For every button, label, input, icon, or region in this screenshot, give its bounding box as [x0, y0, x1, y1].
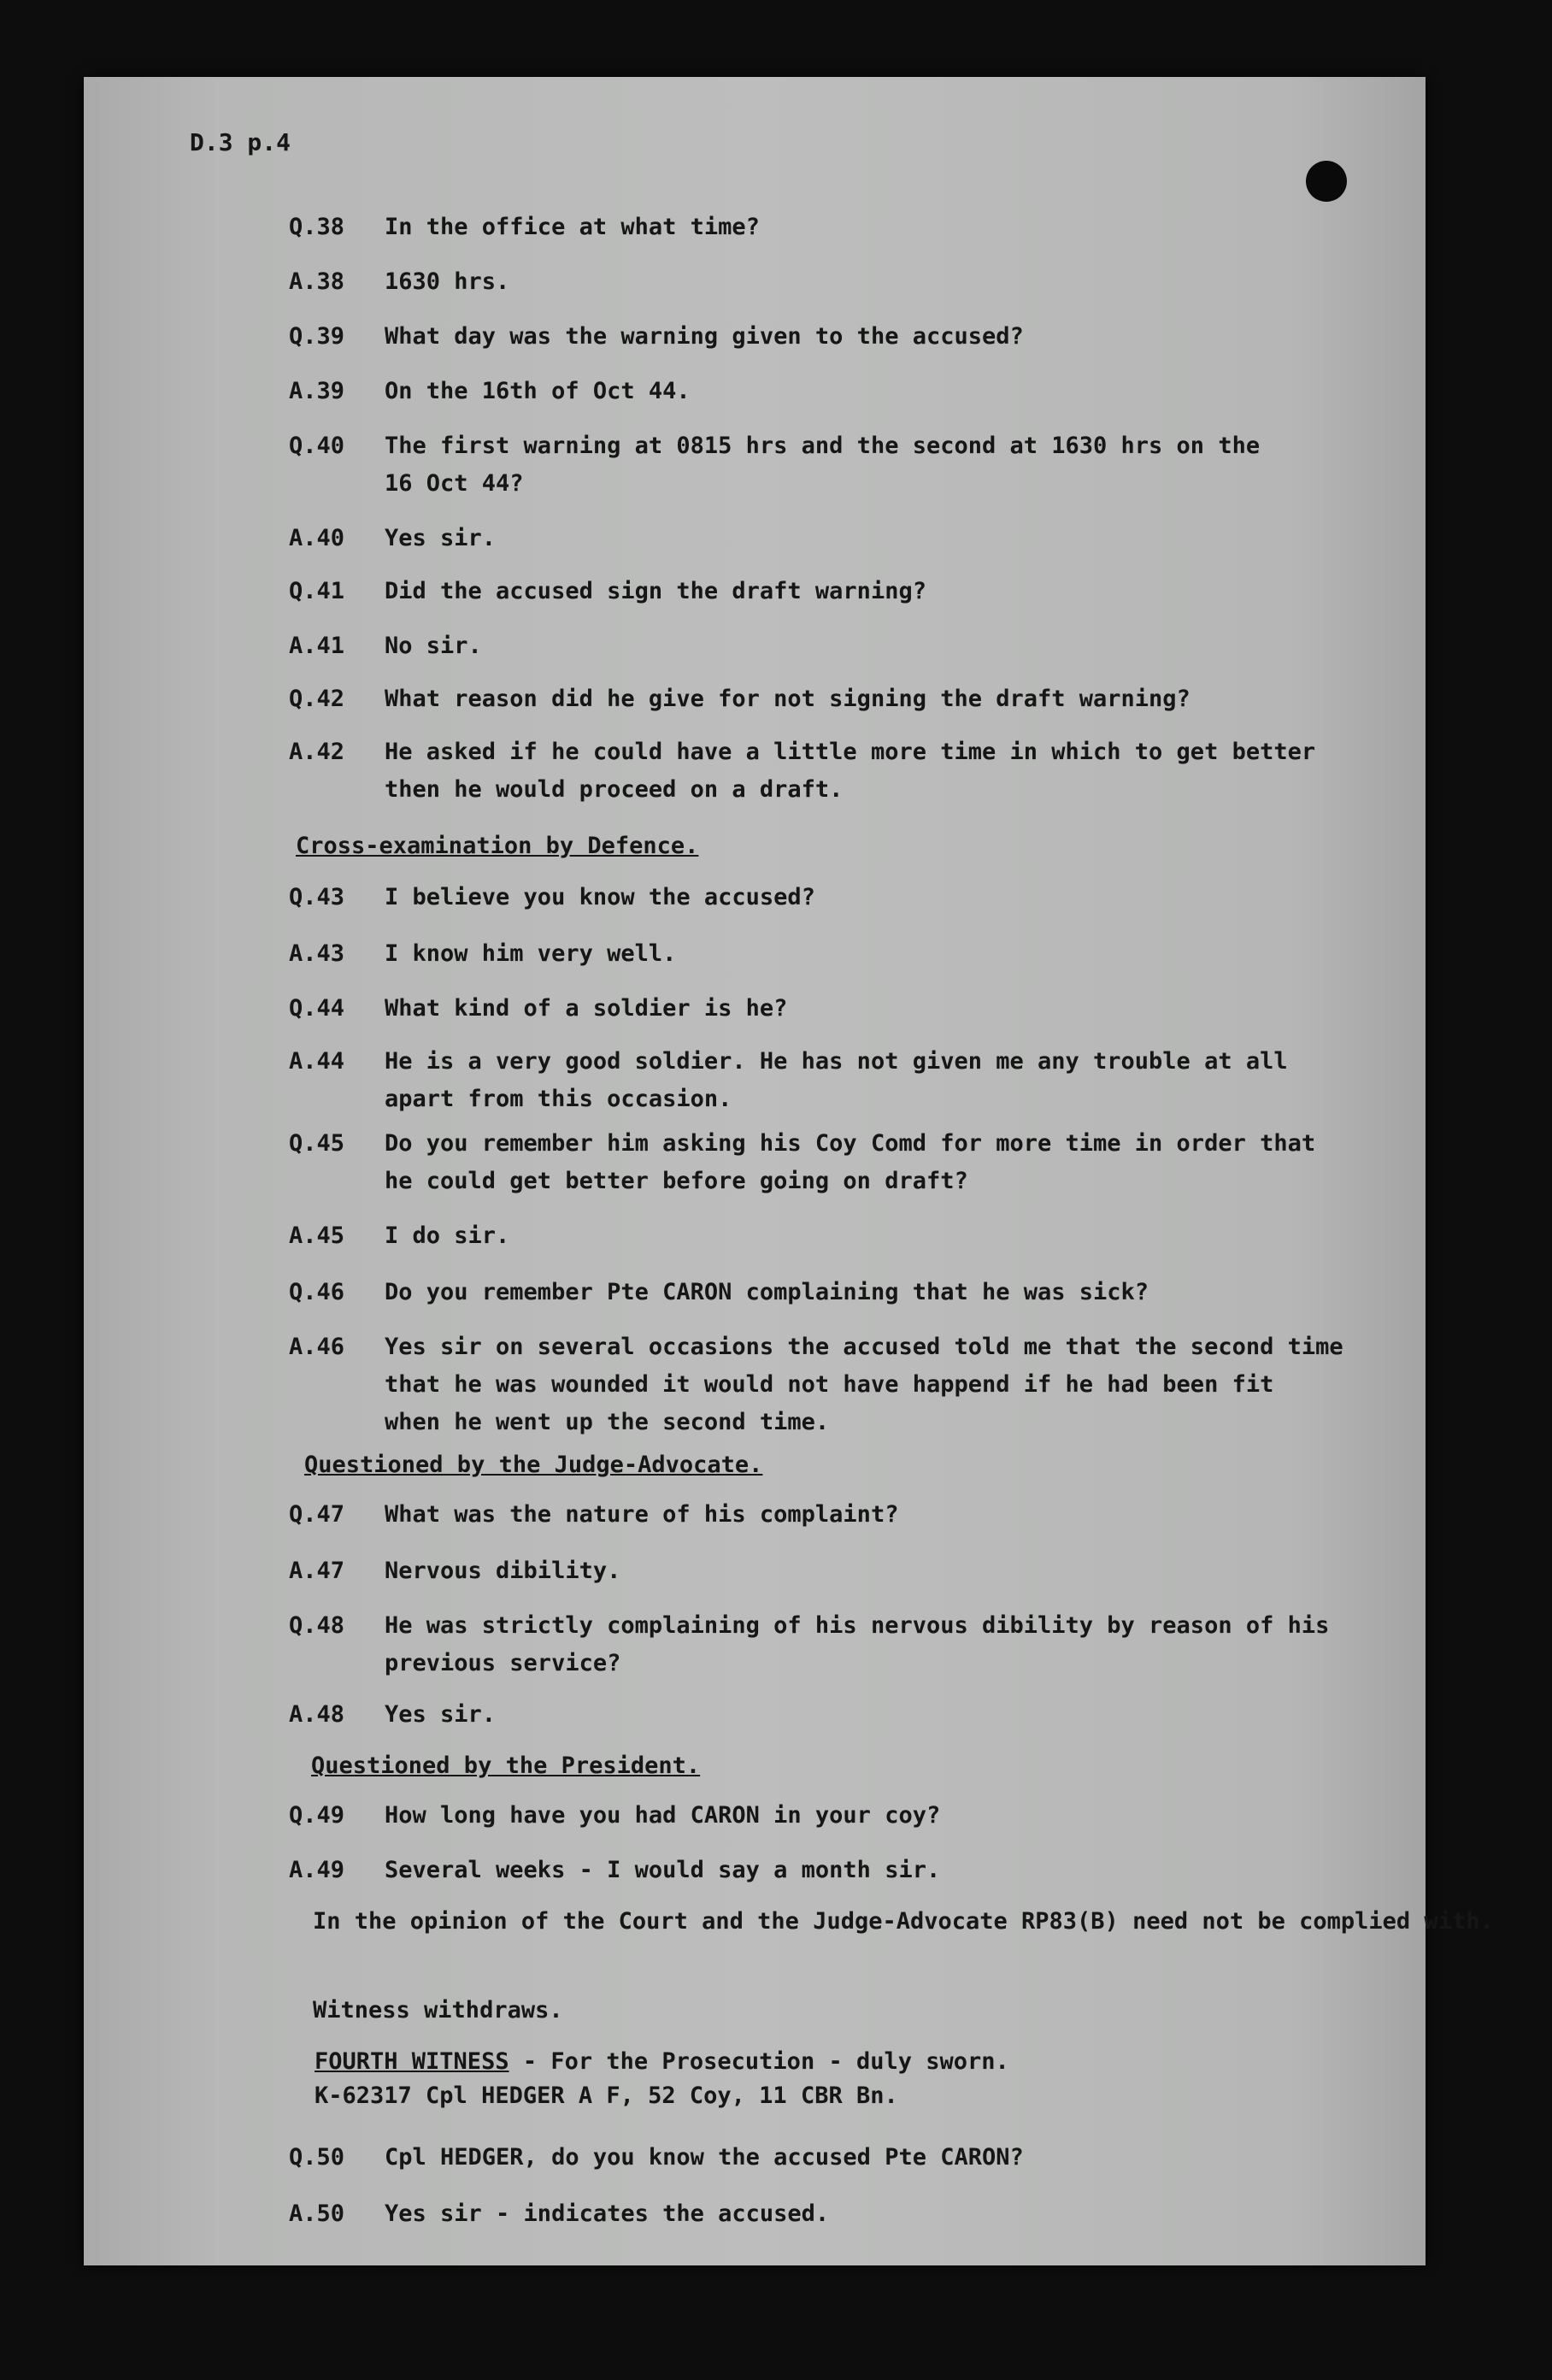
qa-entry — [289, 573, 1400, 610]
entry-number: A.42 — [289, 739, 345, 765]
entry-number: Q.50 — [289, 2144, 345, 2171]
qa-entry — [289, 209, 1400, 246]
court-opinion: In the opinion of the Court and the Judge-Advocate RP83(B) need not be complied with. — [313, 1908, 1494, 1935]
fourth-witness-block — [315, 2045, 1009, 2113]
entry-number: Q.45 — [289, 1130, 345, 1157]
entry-text: He asked if he could have a little more time in which to get better then he would proceed on a draft. — [385, 739, 1316, 803]
entry-number: Q.48 — [289, 1612, 345, 1639]
entry-text: Yes sir - indicates the accused. — [385, 2200, 830, 2227]
entry-number: A.44 — [289, 1048, 345, 1075]
qa-entry — [289, 373, 1400, 410]
qa-entry — [289, 733, 1400, 809]
qa-entry — [289, 1496, 1400, 1534]
entry-number: Q.47 — [289, 1501, 345, 1528]
qa-entry — [289, 627, 1400, 665]
entry-text: How long have you had CARON in your coy? — [385, 1802, 941, 1829]
entry-number: Q.44 — [289, 995, 345, 1022]
qa-entry — [289, 879, 1400, 916]
qa-entry — [289, 2195, 1400, 2233]
entry-number: A.50 — [289, 2200, 345, 2227]
qa-entry — [289, 1328, 1400, 1441]
page-reference: D.3 p.4 — [190, 128, 291, 156]
entry-text: The first warning at 0815 hrs and the second at 1630 hrs on the 16 Oct 44? — [385, 433, 1261, 497]
entry-text: 1630 hrs. — [385, 268, 510, 295]
qa-entry — [289, 1217, 1400, 1255]
qa-entry — [289, 1797, 1400, 1835]
qa-entry — [289, 1696, 1400, 1734]
qa-entry — [289, 2139, 1400, 2177]
entry-number: Q.49 — [289, 1802, 345, 1829]
entry-text: What reason did he give for not signing the draft warning? — [385, 686, 1190, 712]
qa-entry — [289, 1607, 1400, 1682]
entry-number: A.38 — [289, 268, 345, 295]
entry-number: Q.39 — [289, 323, 345, 350]
entry-number: Q.40 — [289, 433, 345, 459]
qa-entry — [289, 318, 1400, 356]
entry-text: I do sir. — [385, 1222, 510, 1249]
entry-number: A.48 — [289, 1701, 345, 1728]
fourth-witness-line — [315, 2045, 1009, 2079]
entry-text: Yes sir. — [385, 1701, 497, 1728]
witness-withdraws: Witness withdraws. — [313, 1997, 563, 2024]
entry-text: No sir. — [385, 633, 482, 659]
section-heading-president: Questioned by the President. — [311, 1753, 701, 1779]
qa-entry — [289, 1552, 1400, 1590]
qa-entry — [289, 1125, 1400, 1200]
entry-text: He was strictly complaining of his nervous dibility by reason of his previous service? — [385, 1612, 1330, 1676]
qa-entry — [289, 520, 1400, 557]
entry-text: Do you remember him asking his Coy Comd for more time in order that he could get better before going on draft? — [385, 1130, 1316, 1194]
entry-text: Do you remember Pte CARON complaining that he was sick? — [385, 1279, 1149, 1305]
entry-text: In the office at what time? — [385, 214, 760, 240]
entry-number: A.39 — [289, 378, 345, 404]
entry-number: Q.46 — [289, 1279, 345, 1305]
entry-number: A.43 — [289, 940, 345, 967]
entry-number: A.49 — [289, 1857, 345, 1883]
qa-entry — [289, 1274, 1400, 1311]
entry-text: Did the accused sign the draft warning? — [385, 578, 926, 604]
entry-text: What was the nature of his complaint? — [385, 1501, 899, 1528]
transcript-body — [84, 77, 1494, 2265]
entry-text: Several weeks - I would say a month sir. — [385, 1857, 941, 1883]
entry-text: On the 16th of Oct 44. — [385, 378, 691, 404]
entry-number: Q.41 — [289, 578, 345, 604]
entry-text: I believe you know the accused? — [385, 884, 815, 910]
entry-text: Yes sir. — [385, 525, 497, 551]
qa-entry — [289, 935, 1400, 973]
section-heading-cross-examination: Cross-examination by Defence. — [296, 833, 699, 859]
entry-text: What day was the warning given to the accused? — [385, 323, 1024, 350]
entry-text: I know him very well. — [385, 940, 677, 967]
fourth-witness-detail: - For the Prosecution - duly sworn. — [509, 2048, 1009, 2075]
qa-entry — [289, 990, 1400, 1028]
entry-text: Cpl HEDGER, do you know the accused Pte CARON? — [385, 2144, 1024, 2171]
qa-entry — [289, 1852, 1400, 1889]
entry-text: He is a very good soldier. He has not given me any trouble at all apart from this occasion. — [385, 1048, 1288, 1112]
entry-number: A.45 — [289, 1222, 345, 1249]
entry-number: A.47 — [289, 1558, 345, 1584]
entry-number: Q.43 — [289, 884, 345, 910]
entry-text: Yes sir on several occasions the accused told me that the second time that he was wounded it would not have happend if he had been fit when he went up the second time. — [385, 1334, 1343, 1435]
entry-text: Nervous dibility. — [385, 1558, 621, 1584]
document-page — [84, 77, 1494, 2265]
qa-entry — [289, 263, 1400, 301]
fourth-witness-identity: K-62317 Cpl HEDGER A F, 52 Coy, 11 CBR Bn. — [315, 2082, 898, 2109]
fourth-witness-title: FOURTH WITNESS — [315, 2048, 509, 2075]
qa-entry — [289, 1043, 1400, 1118]
qa-entry — [289, 427, 1400, 503]
entry-number: A.46 — [289, 1334, 345, 1360]
entry-number: A.40 — [289, 525, 345, 551]
entry-number: A.41 — [289, 633, 345, 659]
qa-entry — [289, 680, 1400, 718]
section-heading-judge-advocate: Questioned by the Judge-Advocate. — [304, 1452, 763, 1478]
entry-text: What kind of a soldier is he? — [385, 995, 788, 1022]
entry-number: Q.42 — [289, 686, 345, 712]
entry-number: Q.38 — [289, 214, 345, 240]
